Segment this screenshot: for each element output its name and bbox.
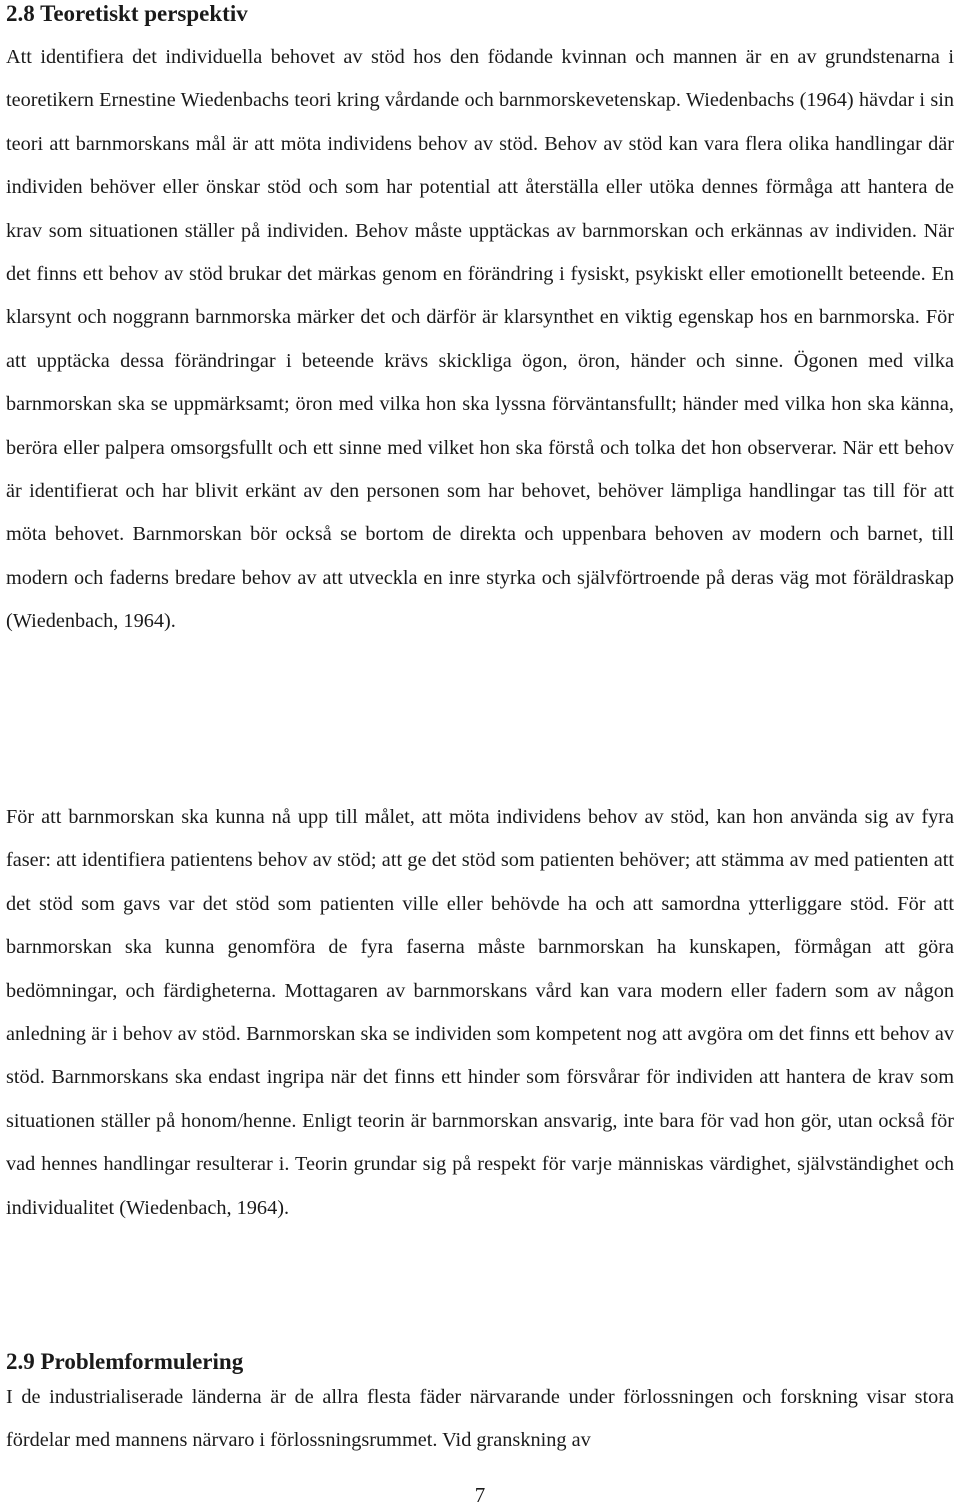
section-heading-2-9: 2.9 Problemformulering: [6, 1349, 244, 1374]
paragraph-theory-1: Att identifiera det individuella behovet av stöd hos den födande kvinnan och mannen är en av grundstenarna i teoretikern Ernestine Wiedenbachs teori kring vårdande och barnmorskevetenskap. Wiedenbachs (1964) hävdar i sin teori att barnmorskans mål är att möta individens behov av stöd. Behov av stöd kan vara flera olika handlingar där individen behöver eller önskar stöd och som har potential att återställa eller utöka dennes förmåga att hantera de krav som situationen ställer på individen. Behov måste upptäckas av barnmorskan och erkännas av individen. När det finns ett behov av stöd brukar det märkas genom en förändring i fysiskt, psykiskt eller emotionellt beteende. En klarsynt och noggrann barnmorska märker det och därför är klarsynthet en viktig egenskap hos en barnmorska. För att upptäcka dessa förändringar i beteende krävs skickliga ögon, öron, händer och sinne. Ögonen med vilka barnmorskan ska se uppmärksamt; öron med vilka hon ska lyssna förväntansfullt; händer med vilka hon ska känna, beröra eller palpera omsorgsfullt och ett sinne med vilket hon ska förstå och tolka det hon observerar. När ett behov är identifierat och har blivit erkänt av den personen som har behovet, behöver lämpliga handlingar tas till för att möta behovet. Barnmorskan bör också se bortom de direkta och uppenbara behoven av modern och barnet, till modern och faderns bredare behov av att utveckla en inre styrka och självförtroende på deras väg mot föräldraskap (Wiedenbach, 1964).: [6, 46, 954, 633]
section-heading-2-8: 2.8 Teoretiskt perspektiv: [6, 1, 248, 26]
paragraph-problem-1: I de industrialiserade länderna är de allra flesta fäder närvarande under förlossningen och forskning visar stora fördelar med mannens närvaro i förlossningsrummet. Vid granskning av: [6, 1386, 954, 1452]
paragraph-theory-2: För att barnmorskan ska kunna nå upp till målet, att möta individens behov av stöd, kan hon använda sig av fyra faser: att identifiera patientens behov av stöd; att ge det stöd som patienten behöver; att stämma av med patienten att det stöd som gavs var det stöd som patienten ville eller behövde ha och att samordna ytterliggare stöd. För att barnmorskan ska kunna genomföra de fyra faserna måste barnmorskan ha kunskapen, förmågan att göra bedömningar, och färdigheterna. Mottagaren av barnmorskans vård kan vara modern eller fadern som av någon anledning är i behov av stöd. Barnmorskan ska se individen som kompetent nog att avgöra om det finns ett behov av stöd. Barnmorskans ska endast ingripa när det finns ett hinder som försvårar för individen att hantera de krav som situationen ställer på honom/henne. Enligt teorin är barnmorskan ansvarig, inte bara för vad hon gör, utan också för vad hennes handlingar resulterar i. Teorin grundar sig på respekt för varje människas värdighet, självständighet och individualitet (Wiedenbach, 1964).: [6, 806, 954, 1219]
page-number: 7: [474, 1483, 486, 1507]
